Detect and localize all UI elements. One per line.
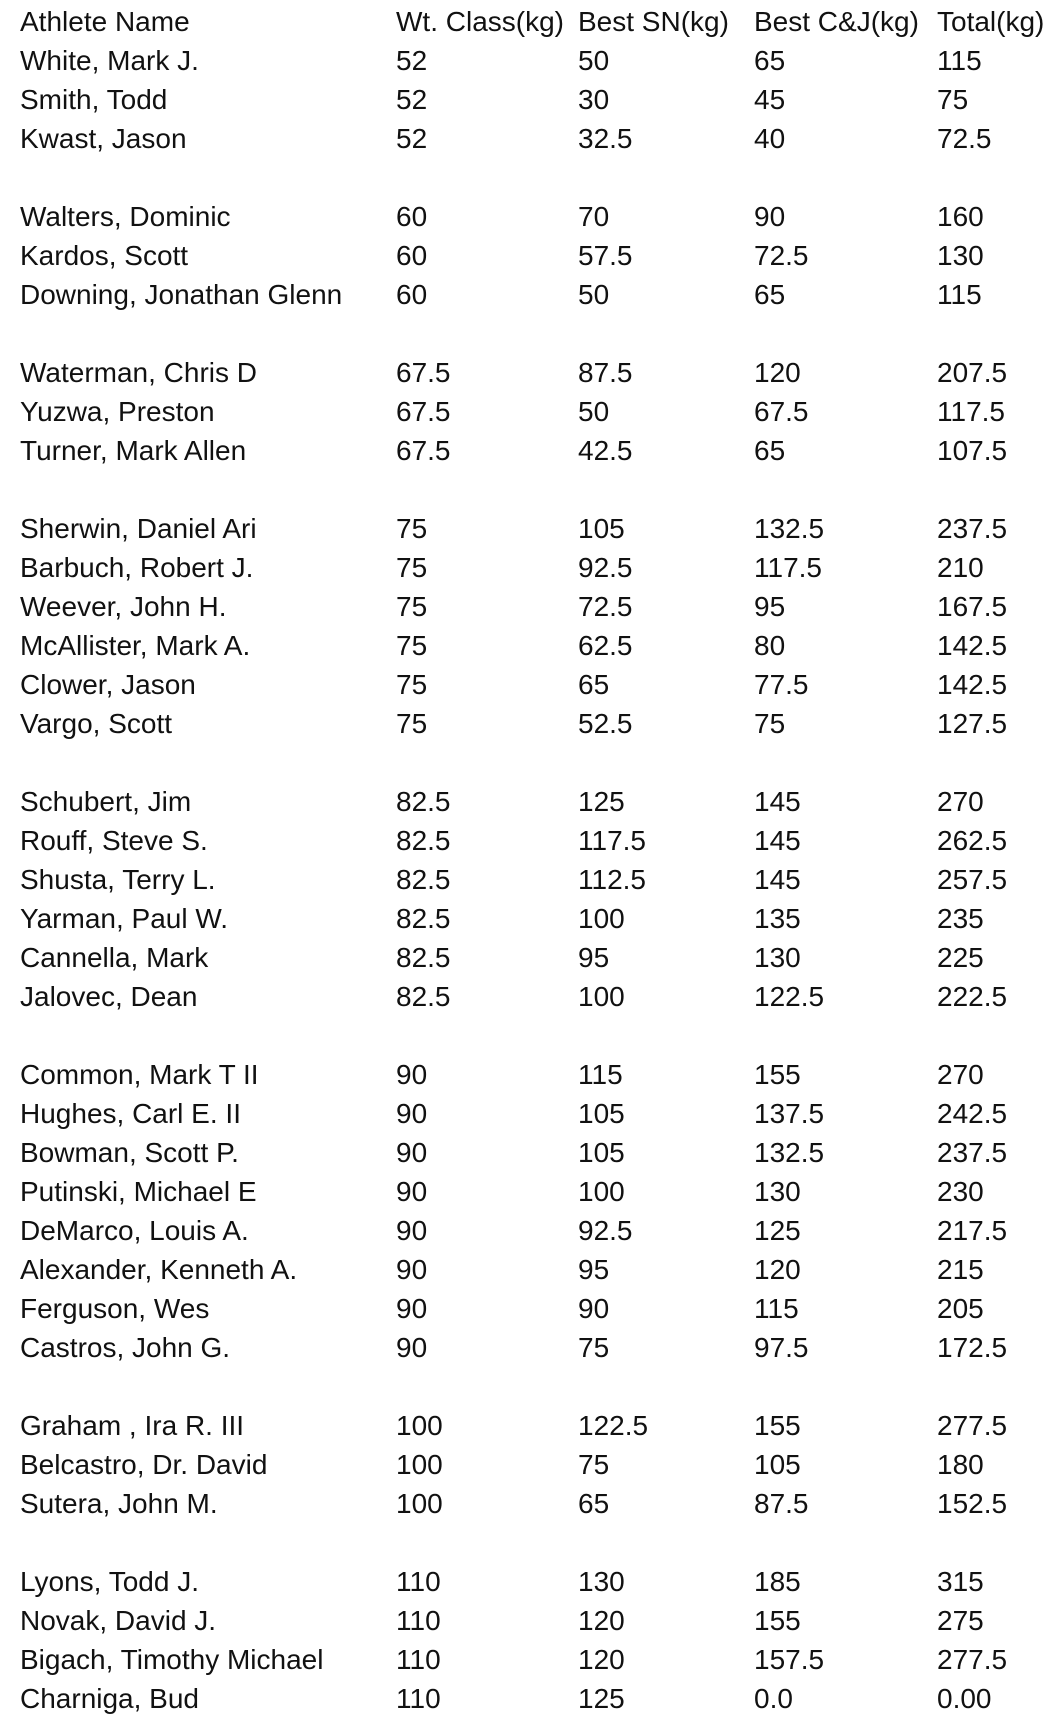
best-clean-jerk-cell: 132.5 — [754, 513, 825, 544]
athlete-name-cell: Belcastro, Dr. David — [20, 1449, 268, 1480]
total-cell: 257.5 — [937, 864, 1008, 895]
group-spacer-cell — [20, 1016, 1050, 1055]
total-cell: 270 — [937, 1059, 984, 1090]
best-clean-jerk-cell: 155 — [754, 1410, 801, 1441]
athlete-name-cell: Kwast, Jason — [20, 123, 187, 154]
best-clean-jerk-cell: 40 — [754, 123, 786, 154]
athlete-row — [20, 1406, 1050, 1445]
athlete-row — [20, 1094, 1050, 1133]
best-snatch-cell: 50 — [578, 279, 610, 310]
athlete-row — [20, 431, 1050, 470]
weight-class-cell: 82.5 — [396, 903, 451, 934]
best-snatch-cell: 30 — [578, 84, 610, 115]
best-clean-jerk-cell: 185 — [754, 1566, 801, 1597]
athlete-name-cell: DeMarco, Louis A. — [20, 1215, 249, 1246]
best-snatch-cell: 65 — [578, 669, 610, 700]
best-clean-jerk-cell: 80 — [754, 630, 786, 661]
best-clean-jerk-cell: 105 — [754, 1449, 801, 1480]
athlete-name-cell: Yarman, Paul W. — [20, 903, 229, 934]
weight-class-cell: 90 — [396, 1293, 428, 1324]
athlete-row — [20, 821, 1050, 860]
weight-class-cell: 100 — [396, 1488, 443, 1519]
total-cell: 130 — [937, 240, 984, 271]
weight-class-cell: 67.5 — [396, 396, 451, 427]
total-cell: 0.00 — [937, 1683, 992, 1714]
best-clean-jerk-cell: 157.5 — [754, 1644, 825, 1675]
best-clean-jerk-cell: 120 — [754, 357, 801, 388]
best-clean-jerk-cell: 117.5 — [754, 552, 822, 583]
weight-class-cell: 52 — [396, 84, 428, 115]
athlete-name-cell: Turner, Mark Allen — [20, 435, 247, 466]
weight-class-cell: 60 — [396, 201, 428, 232]
weight-class-cell: 75 — [396, 630, 428, 661]
weight-class-cell: 82.5 — [396, 825, 451, 856]
athlete-row — [20, 1133, 1050, 1172]
best-clean-jerk-cell: 72.5 — [754, 240, 809, 271]
best-snatch-cell: 42.5 — [578, 435, 633, 466]
athlete-name-cell: Walters, Dominic — [20, 201, 231, 232]
best-snatch-cell: 125 — [578, 1683, 625, 1714]
best-snatch-cell: 32.5 — [578, 123, 633, 154]
athlete-name-cell: White, Mark J. — [20, 45, 199, 76]
weight-class-cell: 82.5 — [396, 981, 451, 1012]
weight-class-cell: 100 — [396, 1449, 443, 1480]
total-cell: 107.5 — [937, 435, 1008, 466]
athlete-row — [20, 509, 1050, 548]
weight-class-cell: 110 — [396, 1566, 441, 1597]
total-cell: 215 — [937, 1254, 984, 1285]
group-spacer — [20, 470, 1050, 509]
header-row — [20, 2, 1050, 41]
best-clean-jerk-cell: 0.0 — [754, 1683, 793, 1714]
athlete-name-cell: Graham , Ira R. III — [20, 1410, 245, 1441]
athlete-name-cell: Weever, John H. — [20, 591, 227, 622]
best-clean-jerk-cell: 87.5 — [754, 1488, 809, 1519]
best-clean-jerk-cell: 155 — [754, 1605, 801, 1636]
total-cell: 72.5 — [937, 123, 992, 154]
best-snatch-cell: 100 — [578, 903, 625, 934]
total-cell: 127.5 — [937, 708, 1008, 739]
athlete-row — [20, 1250, 1050, 1289]
athlete-row — [20, 353, 1050, 392]
header-best-snatch: Best SN(kg) — [578, 6, 729, 37]
best-clean-jerk-cell: 65 — [754, 435, 786, 466]
athlete-name-cell: Barbuch, Robert J. — [20, 552, 254, 583]
weight-class-cell: 75 — [396, 708, 428, 739]
best-snatch-cell: 117.5 — [578, 825, 646, 856]
athlete-name-cell: Rouff, Steve S. — [20, 825, 208, 856]
best-clean-jerk-cell: 155 — [754, 1059, 801, 1090]
total-cell: 230 — [937, 1176, 984, 1207]
best-snatch-cell: 100 — [578, 981, 625, 1012]
best-clean-jerk-cell: 65 — [754, 279, 786, 310]
best-clean-jerk-cell: 145 — [754, 864, 801, 895]
athlete-name-cell: Hughes, Carl E. II — [20, 1098, 241, 1129]
total-cell: 142.5 — [937, 669, 1008, 700]
best-snatch-cell: 75 — [578, 1332, 610, 1363]
athlete-row — [20, 236, 1050, 275]
weight-class-cell: 90 — [396, 1137, 428, 1168]
best-clean-jerk-cell: 65 — [754, 45, 786, 76]
best-clean-jerk-cell: 67.5 — [754, 396, 809, 427]
best-snatch-cell: 92.5 — [578, 1215, 633, 1246]
weight-class-cell: 90 — [396, 1059, 428, 1090]
athlete-row — [20, 704, 1050, 743]
total-cell: 277.5 — [937, 1644, 1008, 1675]
group-spacer-cell — [20, 158, 1050, 197]
best-snatch-cell: 75 — [578, 1449, 610, 1480]
group-spacer — [20, 1523, 1050, 1562]
best-clean-jerk-cell: 45 — [754, 84, 786, 115]
total-cell: 237.5 — [937, 513, 1008, 544]
weight-class-cell: 82.5 — [396, 942, 451, 973]
results-body — [20, 41, 1050, 1718]
group-spacer-cell — [20, 1367, 1050, 1406]
total-cell: 225 — [937, 942, 984, 973]
group-spacer — [20, 1367, 1050, 1406]
athlete-row — [20, 665, 1050, 704]
total-cell: 115 — [937, 279, 982, 310]
total-cell: 235 — [937, 903, 984, 934]
athlete-row — [20, 1601, 1050, 1640]
athlete-row — [20, 1445, 1050, 1484]
athlete-row — [20, 860, 1050, 899]
weight-class-cell: 90 — [396, 1098, 428, 1129]
total-cell: 205 — [937, 1293, 984, 1324]
total-cell: 217.5 — [937, 1215, 1008, 1246]
header-athlete-name: Athlete Name — [20, 6, 190, 37]
weight-class-cell: 75 — [396, 552, 428, 583]
athlete-row — [20, 782, 1050, 821]
group-spacer — [20, 158, 1050, 197]
weight-class-cell: 110 — [396, 1683, 441, 1714]
best-snatch-cell: 112.5 — [578, 864, 646, 895]
athlete-name-cell: Downing, Jonathan Glenn — [20, 279, 343, 310]
athlete-name-cell: Schubert, Jim — [20, 786, 192, 817]
athlete-row — [20, 275, 1050, 314]
best-snatch-cell: 92.5 — [578, 552, 633, 583]
best-snatch-cell: 122.5 — [578, 1410, 649, 1441]
athlete-row — [20, 899, 1050, 938]
weight-class-cell: 52 — [396, 123, 428, 154]
athlete-name-cell: Ferguson, Wes — [20, 1293, 210, 1324]
total-cell: 237.5 — [937, 1137, 1008, 1168]
athlete-name-cell: Vargo, Scott — [20, 708, 173, 739]
athlete-row — [20, 626, 1050, 665]
best-clean-jerk-cell: 145 — [754, 786, 801, 817]
best-clean-jerk-cell: 97.5 — [754, 1332, 809, 1363]
header-best-clean-jerk: Best C&J(kg) — [754, 6, 919, 37]
best-clean-jerk-cell: 130 — [754, 1176, 801, 1207]
weight-class-cell: 67.5 — [396, 357, 451, 388]
best-snatch-cell: 125 — [578, 786, 625, 817]
athlete-row — [20, 977, 1050, 1016]
total-cell: 180 — [937, 1449, 984, 1480]
athlete-name-cell: Shusta, Terry L. — [20, 864, 216, 895]
total-cell: 167.5 — [937, 591, 1008, 622]
best-clean-jerk-cell: 95 — [754, 591, 786, 622]
athlete-row — [20, 1562, 1050, 1601]
best-snatch-cell: 90 — [578, 1293, 610, 1324]
best-snatch-cell: 62.5 — [578, 630, 633, 661]
athlete-name-cell: Charniga, Bud — [20, 1683, 200, 1714]
total-cell: 277.5 — [937, 1410, 1008, 1441]
athlete-name-cell: Castros, John G. — [20, 1332, 231, 1363]
weight-class-cell: 60 — [396, 240, 428, 271]
total-cell: 172.5 — [937, 1332, 1008, 1363]
athlete-name-cell: Smith, Todd — [20, 84, 168, 115]
athlete-row — [20, 1172, 1050, 1211]
weight-class-cell: 82.5 — [396, 864, 451, 895]
best-clean-jerk-cell: 120 — [754, 1254, 801, 1285]
group-spacer — [20, 1016, 1050, 1055]
best-snatch-cell: 105 — [578, 513, 625, 544]
best-clean-jerk-cell: 75 — [754, 708, 786, 739]
best-snatch-cell: 115 — [578, 1059, 623, 1090]
athlete-row — [20, 1640, 1050, 1679]
best-snatch-cell: 65 — [578, 1488, 610, 1519]
athlete-row — [20, 1679, 1050, 1718]
total-cell: 117.5 — [937, 396, 1005, 427]
weight-class-cell: 82.5 — [396, 786, 451, 817]
results-table — [20, 2, 1050, 1718]
total-cell: 152.5 — [937, 1488, 1008, 1519]
best-clean-jerk-cell: 77.5 — [754, 669, 809, 700]
athlete-row — [20, 119, 1050, 158]
athlete-row — [20, 197, 1050, 236]
best-snatch-cell: 50 — [578, 396, 610, 427]
weight-class-cell: 90 — [396, 1254, 428, 1285]
best-snatch-cell: 72.5 — [578, 591, 633, 622]
weight-class-cell: 90 — [396, 1215, 428, 1246]
best-snatch-cell: 50 — [578, 45, 610, 76]
total-cell: 75 — [937, 84, 969, 115]
athlete-row — [20, 938, 1050, 977]
best-clean-jerk-cell: 132.5 — [754, 1137, 825, 1168]
best-snatch-cell: 120 — [578, 1605, 625, 1636]
athlete-row — [20, 1328, 1050, 1367]
best-clean-jerk-cell: 115 — [754, 1293, 799, 1324]
best-snatch-cell: 120 — [578, 1644, 625, 1675]
total-cell: 275 — [937, 1605, 984, 1636]
total-cell: 210 — [937, 552, 984, 583]
total-cell: 315 — [937, 1566, 984, 1597]
athlete-row — [20, 392, 1050, 431]
best-clean-jerk-cell: 125 — [754, 1215, 801, 1246]
best-clean-jerk-cell: 130 — [754, 942, 801, 973]
total-cell: 207.5 — [937, 357, 1008, 388]
athlete-row — [20, 1484, 1050, 1523]
total-cell: 262.5 — [937, 825, 1008, 856]
best-snatch-cell: 105 — [578, 1098, 625, 1129]
athlete-name-cell: Kardos, Scott — [20, 240, 189, 271]
total-cell: 242.5 — [937, 1098, 1008, 1129]
best-clean-jerk-cell: 137.5 — [754, 1098, 825, 1129]
best-snatch-cell: 95 — [578, 1254, 610, 1285]
group-spacer — [20, 743, 1050, 782]
athlete-name-cell: Cannella, Mark — [20, 942, 209, 973]
best-snatch-cell: 95 — [578, 942, 610, 973]
athlete-name-cell: Clower, Jason — [20, 669, 196, 700]
weight-class-cell: 75 — [396, 669, 428, 700]
best-snatch-cell: 52.5 — [578, 708, 633, 739]
best-clean-jerk-cell: 90 — [754, 201, 786, 232]
athlete-name-cell: Lyons, Todd J. — [20, 1566, 200, 1597]
athlete-name-cell: Jalovec, Dean — [20, 981, 198, 1012]
best-clean-jerk-cell: 122.5 — [754, 981, 825, 1012]
weight-class-cell: 60 — [396, 279, 428, 310]
weight-class-cell: 75 — [396, 513, 428, 544]
weight-class-cell: 110 — [396, 1605, 441, 1636]
total-cell: 222.5 — [937, 981, 1008, 1012]
athlete-row — [20, 41, 1050, 80]
weight-class-cell: 110 — [396, 1644, 441, 1675]
total-cell: 142.5 — [937, 630, 1008, 661]
weight-class-cell: 90 — [396, 1332, 428, 1363]
group-spacer-cell — [20, 1523, 1050, 1562]
total-cell: 270 — [937, 786, 984, 817]
best-snatch-cell: 130 — [578, 1566, 625, 1597]
best-snatch-cell: 70 — [578, 201, 610, 232]
athlete-name-cell: Sherwin, Daniel Ari — [20, 513, 257, 544]
weight-class-cell: 100 — [396, 1410, 443, 1441]
header-weight-class: Wt. Class(kg) — [396, 6, 564, 37]
group-spacer-cell — [20, 314, 1050, 353]
best-snatch-cell: 57.5 — [578, 240, 633, 271]
best-clean-jerk-cell: 135 — [754, 903, 801, 934]
athlete-name-cell: Common, Mark T II — [20, 1059, 259, 1090]
athlete-name-cell: Bowman, Scott P. — [20, 1137, 239, 1168]
athlete-name-cell: Yuzwa, Preston — [20, 396, 215, 427]
athlete-row — [20, 80, 1050, 119]
header-total: Total(kg) — [937, 6, 1045, 37]
athlete-row — [20, 587, 1050, 626]
athlete-row — [20, 548, 1050, 587]
best-snatch-cell: 100 — [578, 1176, 625, 1207]
athlete-name-cell: Putinski, Michael E — [20, 1176, 257, 1207]
group-spacer-cell — [20, 743, 1050, 782]
athlete-row — [20, 1055, 1050, 1094]
athlete-name-cell: Alexander, Kenneth A. — [20, 1254, 298, 1285]
athlete-name-cell: Bigach, Timothy Michael — [20, 1644, 324, 1675]
weight-class-cell: 52 — [396, 45, 428, 76]
athlete-row — [20, 1289, 1050, 1328]
weight-class-cell: 75 — [396, 591, 428, 622]
athlete-row — [20, 1211, 1050, 1250]
athlete-name-cell: McAllister, Mark A. — [20, 630, 251, 661]
athlete-name-cell: Waterman, Chris D — [20, 357, 258, 388]
best-snatch-cell: 105 — [578, 1137, 625, 1168]
total-cell: 160 — [937, 201, 984, 232]
athlete-name-cell: Sutera, John M. — [20, 1488, 218, 1519]
weight-class-cell: 90 — [396, 1176, 428, 1207]
best-clean-jerk-cell: 145 — [754, 825, 801, 856]
weight-class-cell: 67.5 — [396, 435, 451, 466]
athlete-name-cell: Novak, David J. — [20, 1605, 217, 1636]
total-cell: 115 — [937, 45, 982, 76]
group-spacer-cell — [20, 470, 1050, 509]
group-spacer — [20, 314, 1050, 353]
best-snatch-cell: 87.5 — [578, 357, 633, 388]
